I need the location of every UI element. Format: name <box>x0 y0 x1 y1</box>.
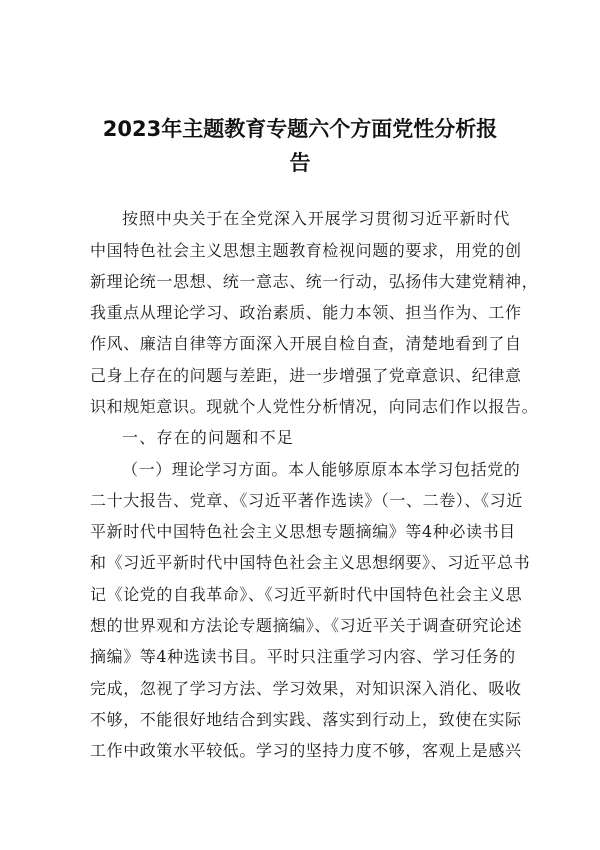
paragraph-line: 平新时代中国特色社会主义思想专题摘编》等4种必读书目 <box>90 522 516 541</box>
paragraph-line: 作风、廉洁自律等方面深入开展自检自查，清楚地看到了自 <box>90 334 522 353</box>
paragraph-line: 二十大报告、党章、《习近平著作选读》（一、二卷）、《习近 <box>90 491 523 510</box>
paragraph-line: 想的世界观和方法论专题摘编》、《习近平关于调查研究论述 <box>90 616 523 635</box>
paragraph-line: 新理论统一思想、统一意志、统一行动，弘扬伟大建党精神， <box>90 272 539 291</box>
document-title-line-2: 告 <box>289 151 311 175</box>
paragraph-line: 按照中央关于在全党深入开展学习贯彻习近平新时代 <box>122 209 510 228</box>
paragraph-line: 己身上存在的问题与差距，进一步增强了党章意识、纪律意 <box>90 366 522 385</box>
paragraph-line: 工作中政策水平较低。学习的坚持力度不够，客观上是感兴 <box>90 741 522 760</box>
paragraph-line: 完成，忽视了学习方法、学习效果，对知识深入消化、吸收 <box>90 679 522 698</box>
paragraph-line: 中国特色社会主义思想主题教育检视问题的要求，用党的创 <box>90 241 522 260</box>
paragraph-line: 摘编》等4种选读书目。平时只注重学习内容、学习任务的 <box>90 647 516 666</box>
document-title-line-1: 2023年主题教育专题六个方面党性分析报 <box>102 117 498 141</box>
paragraph-line: 记《论党的自我革命》、《习近平新时代中国特色社会主义思 <box>90 585 523 604</box>
paragraph-line: （一）理论学习方面。本人能够原原本本学习包括党的 <box>122 460 521 479</box>
paragraph-line: 我重点从理论学习、政治素质、能力本领、担当作为、工作 <box>90 303 522 322</box>
section-heading: 一、存在的问题和不足 <box>122 428 295 447</box>
paragraph-line: 识和规矩意识。现就个人党性分析情况，向同志们作以报告。 <box>90 397 539 416</box>
paragraph-line: 不够，不能很好地结合到实践、落实到行动上，致使在实际 <box>90 710 522 729</box>
paragraph-line: 和《习近平新时代中国特色社会主义思想纲要》、习近平总书 <box>90 553 531 572</box>
